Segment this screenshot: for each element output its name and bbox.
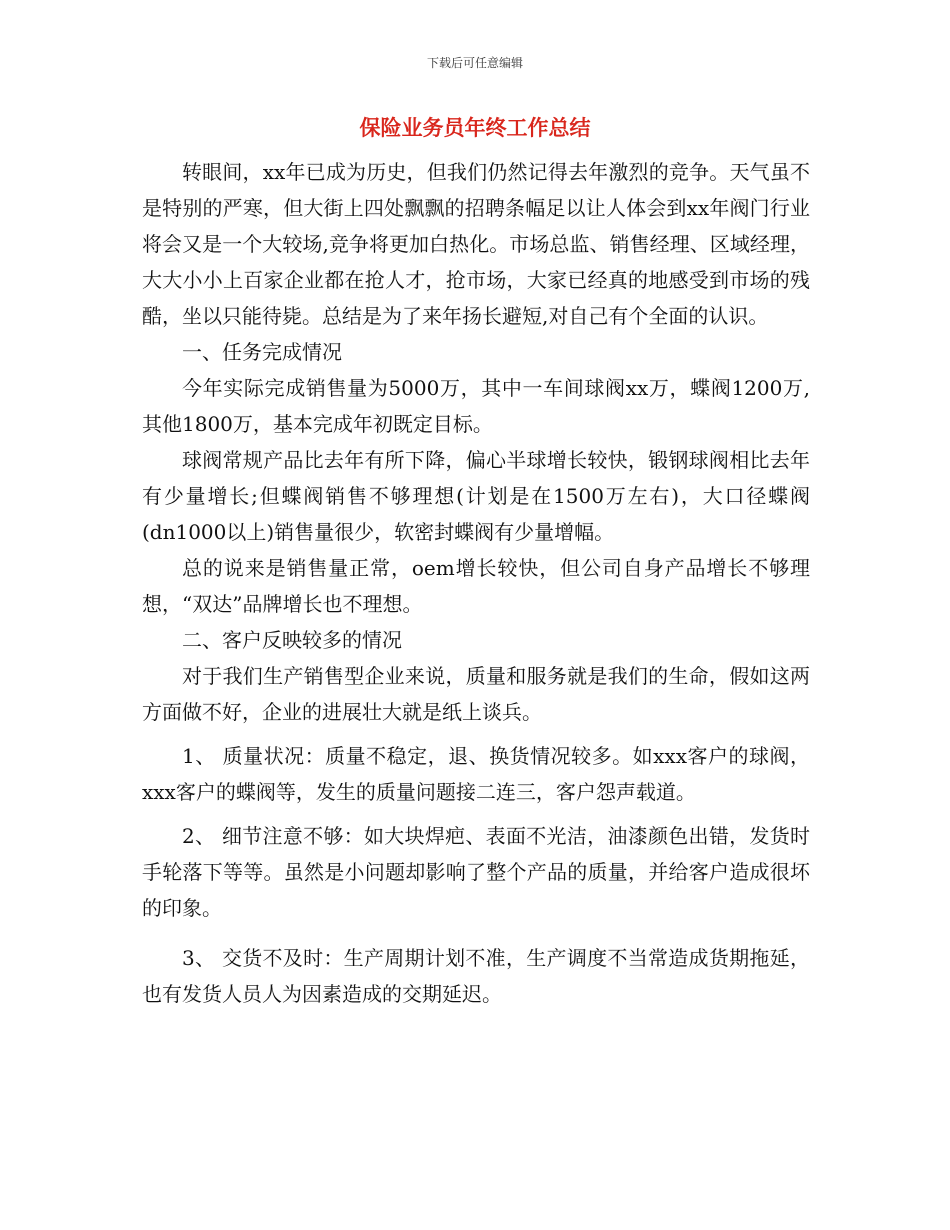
list-item-quality: 1、 质量状况：质量不稳定，退、换货情况较多。如xxx客户的球阀，xxx客户的蝶阀等，发生的质量问题接二连三，客户怨声载道。 — [142, 744, 810, 804]
paragraph-intro: 转眼间，xx年已成为历史，但我们仍然记得去年激烈的竞争。天气虽不是特别的严寒，但大街上四处飘飘的招聘条幅足以让人体会到xx年阀门行业将会又是一个大较场,竞争将更加白热化。市场总监、销售经理、区域经理，大大小小上百家企业都在抢人才，抢市场，大家已经真的地感受到市场的残酷，坐以只能待毙。总结是为了来年扬长避短,对自己有个全面的认识。 — [142, 160, 810, 328]
header-note: 下载后可任意编辑 — [426, 56, 523, 70]
paragraph-ball-valve: 球阀常规产品比去年有所下降，偏心半球增长较快，锻钢球阀相比去年有少量增长;但蝶阀销售不够理想(计划是在1500万左右)，大口径蝶阀(dn1000以上)销售量很少，软密封蝶阀有少量增幅。 — [142, 448, 810, 544]
document-title: 保险业务员年终工作总结 — [359, 116, 591, 140]
document-body — [142, 154, 810, 1012]
list-item-delivery: 3、 交货不及时：生产周期计划不准，生产调度不当常造成货期拖延，也有发货人员人为因素造成的交期延迟。 — [142, 946, 810, 1006]
section-heading-task: 一、任务完成情况 — [182, 340, 342, 364]
section-heading-customer: 二、客户反映较多的情况 — [182, 628, 402, 652]
paragraph-summary-sales: 总的说来是销售量正常，oem增长较快，但公司自身产品增长不够理想，“双达”品牌增长也不理想。 — [142, 556, 810, 616]
paragraph-quality-service: 对于我们生产销售型企业来说，质量和服务就是我们的生命，假如这两方面做不好，企业的进展壮大就是纸上谈兵。 — [142, 664, 810, 724]
list-item-detail: 2、 细节注意不够：如大块焊疤、表面不光洁，油漆颜色出错，发货时手轮落下等等。虽然是小问题却影响了整个产品的质量，并给客户造成很坏的印象。 — [142, 824, 810, 920]
paragraph-sales-volume: 今年实际完成销售量为5000万，其中一车间球阀xx万，蝶阀1200万,其他1800万，基本完成年初既定目标。 — [142, 376, 810, 436]
